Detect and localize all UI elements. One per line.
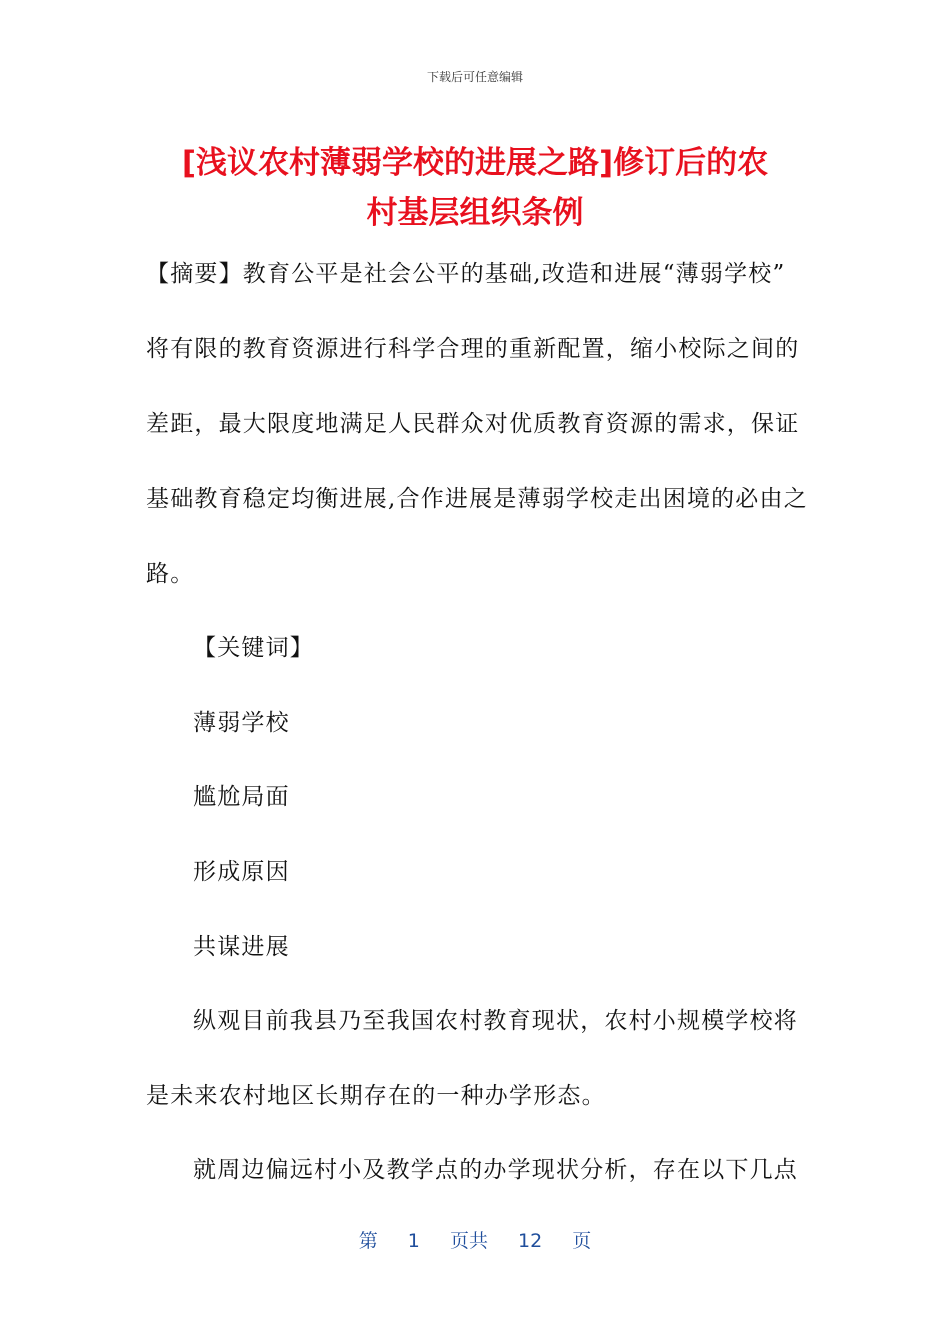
current-page-number: 1	[407, 1230, 420, 1252]
keyword-item: 形成原因	[193, 859, 290, 885]
keyword-item: 尴尬局面	[193, 784, 290, 810]
paragraph-1-line-2: 是未来农村地区长期存在的一种办学形态。	[146, 1083, 606, 1109]
abstract-line-1: 【摘要】教育公平是社会公平的基础,改造和进展“薄弱学校”	[146, 261, 786, 287]
page-label-prefix: 第	[358, 1230, 378, 1252]
title-line-1: [浅议农村薄弱学校的进展之路]修订后的农	[181, 145, 769, 181]
page-label-mid: 页共	[449, 1230, 488, 1252]
title-line-2: 村基层组织条例	[366, 195, 584, 231]
abstract-line-4: 基础教育稳定均衡进展,合作进展是薄弱学校走出困境的必由之	[146, 486, 808, 512]
keywords-label: 【关键词】	[193, 635, 314, 661]
total-pages-number: 12	[518, 1230, 543, 1252]
keyword-item: 薄弱学校	[193, 710, 290, 736]
document-title	[140, 138, 810, 238]
abstract-line-2: 将有限的教育资源进行科学合理的重新配置，缩小校际之间的	[146, 336, 800, 362]
header-note: 下载后可任意编辑	[426, 70, 523, 84]
keyword-item: 共谋进展	[193, 934, 290, 960]
page-number-footer	[0, 1226, 950, 1253]
abstract-line-5: 路。	[146, 561, 195, 587]
paragraph-2-line-1: 就周边偏远村小及教学点的办学现状分析，存在以下几点	[193, 1157, 798, 1183]
abstract-line-3: 差距，最大限度地满足人民群众对优质教育资源的需求，保证	[146, 411, 800, 437]
page-label-suffix: 页	[572, 1230, 592, 1252]
paragraph-1-line-1: 纵观目前我县乃至我国农村教育现状，农村小规模学校将	[193, 1008, 798, 1034]
